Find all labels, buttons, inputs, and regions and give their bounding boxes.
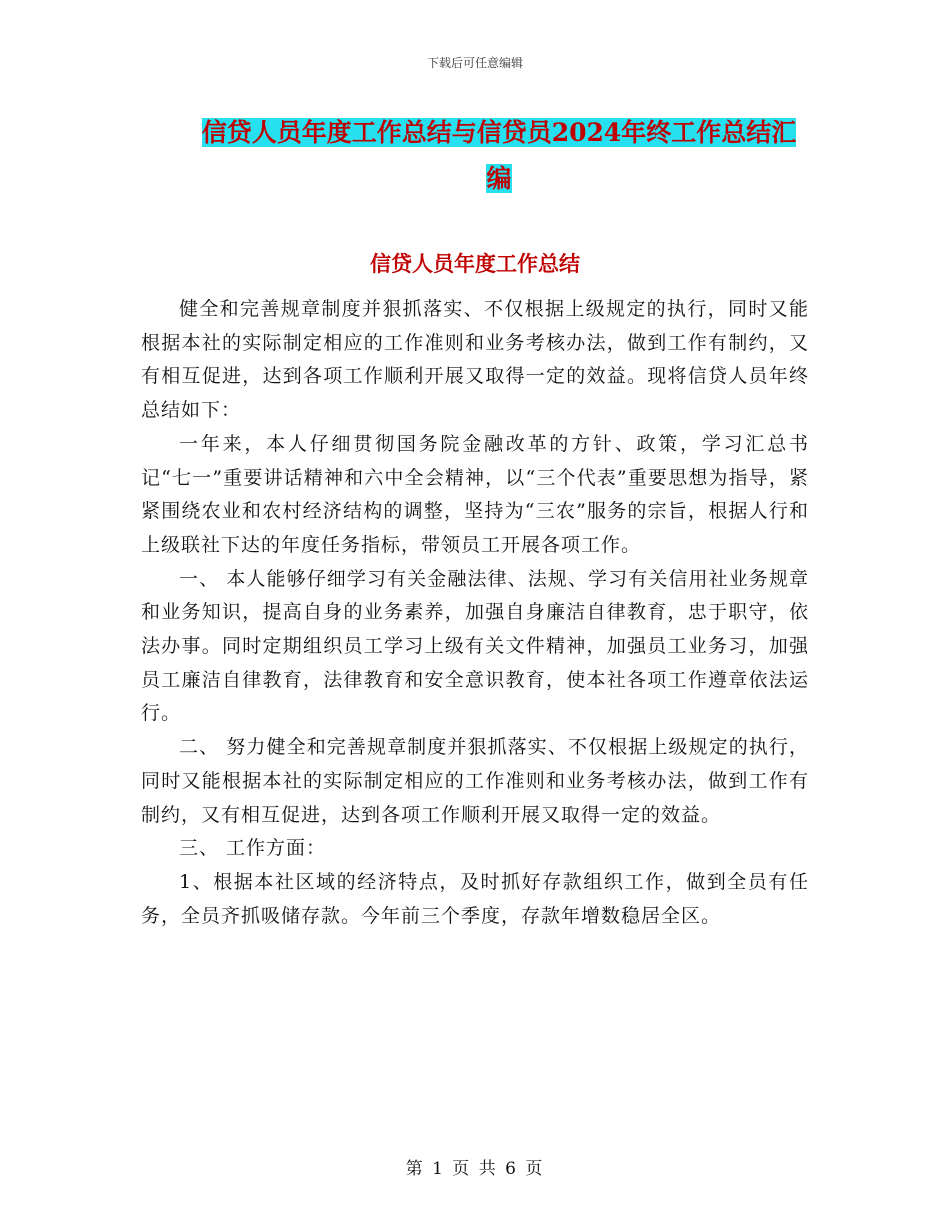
paragraph: 健全和完善规章制度并狠抓落实、不仅根据上级规定的执行，同时又能根据本社的实际制定相应的工作准则和业务考核办法，做到工作有制约，又有相互促进，达到各项工作顺利开展又取得一定的效益。现将信贷人员年终总结如下： (141, 298, 809, 422)
title-line-1: 信贷人员年度工作总结与信贷员2024年终工作总结汇 (201, 118, 797, 147)
document-title (188, 110, 810, 202)
header-note: 下载后可任意编辑 (426, 56, 523, 70)
paragraph: 一年来，本人仔细贯彻国务院金融改革的方针、政策，学习汇总书记“七一”重要讲话精神和六中全会精神，以“三个代表”重要思想为指导，紧紧围绕农业和农村经济结构的调整，坚持为“三农”服务的宗旨，根据人行和上级联社下达的年度任务指标，带领员工开展各项工作。 (141, 432, 809, 556)
paragraph: 二、 努力健全和完善规章制度并狠抓落实、不仅根据上级规定的执行，同时又能根据本社的实际制定相应的工作准则和业务考核办法，做到工作有制约，又有相互促进，达到各项工作顺利开展又取得一定的效益。 (141, 736, 809, 826)
section-title: 信贷人员年度工作总结 (370, 251, 580, 276)
page-footer: 第 1 页 共 6 页 (405, 1159, 545, 1179)
paragraph: 1、根据本社区域的经济特点，及时抓好存款组织工作，做到全员有任务，全员齐抓吸储存款。今年前三个季度，存款年增数稳居全区。 (141, 870, 809, 927)
paragraph: 三、 工作方面： (179, 837, 327, 860)
title-line-2: 编 (486, 164, 512, 193)
paragraph: 一、 本人能够仔细学习有关金融法律、法规、学习有关信用社业务规章和业务知识，提高自身的业务素养，加强自身廉洁自律教育，忠于职守，依法办事。同时定期组织员工学习上级有关文件精神，加强员工业务习，加强员工廉洁自律教育，法律教育和安全意识教育，使本社各项工作遵章依法运行。 (141, 567, 809, 725)
document-body (141, 293, 809, 933)
